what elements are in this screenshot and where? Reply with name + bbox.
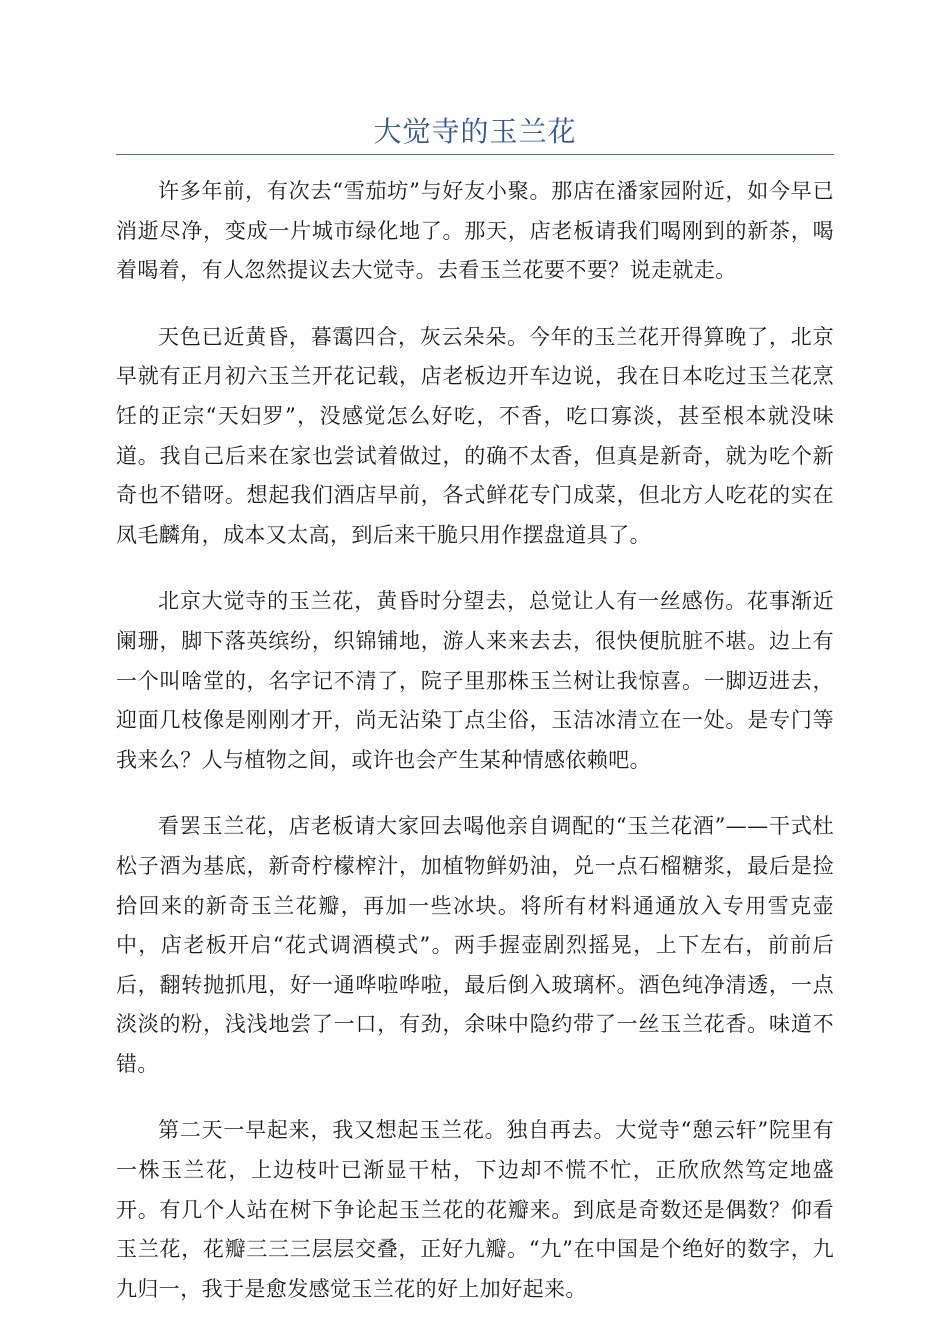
paragraph-2: 天色已近黄昏，暮霭四合，灰云朵朵。今年的玉兰花开得算晚了，北京早就有正月初六玉兰开花记载，店老板边开车边说，我在日本吃过玉兰花烹饪的正宗“天妇罗”，没感觉怎么好吃，不香，吃口寡淡，甚至根本就没味道。我自己后来在家也尝试着做过，的确不太香，但真是新奇，就为吃个新奇也不错呀。想起我们酒店早前，各式鲜花专门成菜，但北方人吃花的实在凤毛麟角，成本又太高，到后来干脆只用作摆盘道具了。 xyxy=(116,324,834,547)
paragraph-3: 北京大觉寺的玉兰花，黄昏时分望去，总觉让人有一丝感伤。花事渐近阑珊，脚下落英缤纷，织锦铺地，游人来来去去，很快便肮脏不堪。边上有一个叫啥堂的，名字记不清了，院子里那株玉兰树让我惊喜。一脚迈进去，迎面几枝像是刚刚才开，尚无沾染丁点尘俗，玉洁冰清立在一处。是专门等我来么？人与植物之间，或许也会产生某种情感依赖吧。 xyxy=(116,589,834,772)
paragraph-4: 看罢玉兰花，店老板请大家回去喝他亲自调配的“玉兰花酒”——干式杜松子酒为基底，新奇柠檬榨汁，加植物鲜奶油，兑一点石榴糖浆，最后是捡拾回来的新奇玉兰花瓣，再加一些冰块。将所有材料通通放入专用雪克壶中，店老板开启“花式调酒模式”。两手握壶剧烈摇晃，上下左右，前前后后，翻转抛抓甩，好一通哗啦哗啦，最后倒入玻璃杯。酒色纯净清透，一点淡淡的粉，浅浅地尝了一口，有劲，余味中隐约带了一丝玉兰花香。味道不错。 xyxy=(116,814,834,1076)
paragraph-1: 许多年前，有次去“雪茄坊”与好友小聚。那店在潘家园附近，如今早已消逝尽净，变成一片城市绿化地了。那天，店老板请我们喝刚到的新茶，喝着喝着，有人忽然提议去大觉寺。去看玉兰花要不要？说走就走。 xyxy=(116,179,834,283)
title-underline xyxy=(116,154,834,155)
document-body xyxy=(116,172,834,1336)
document-title: 大觉寺的玉兰花 xyxy=(373,115,577,148)
paragraph-5: 第二天一早起来，我又想起玉兰花。独自再去。大觉寺“憩云轩”院里有一株玉兰花，上边枝叶已渐显干枯，下边却不慌不忙，正欣欣然笃定地盛开。有几个人站在树下争论起玉兰花的花瓣来。到底是奇数还是偶数？仰看玉兰花，花瓣三三三层层交叠，正好九瓣。“九”在中国是个绝好的数字，九九归一，我于是愈发感觉玉兰花的好上加好起来。 xyxy=(116,1118,834,1301)
